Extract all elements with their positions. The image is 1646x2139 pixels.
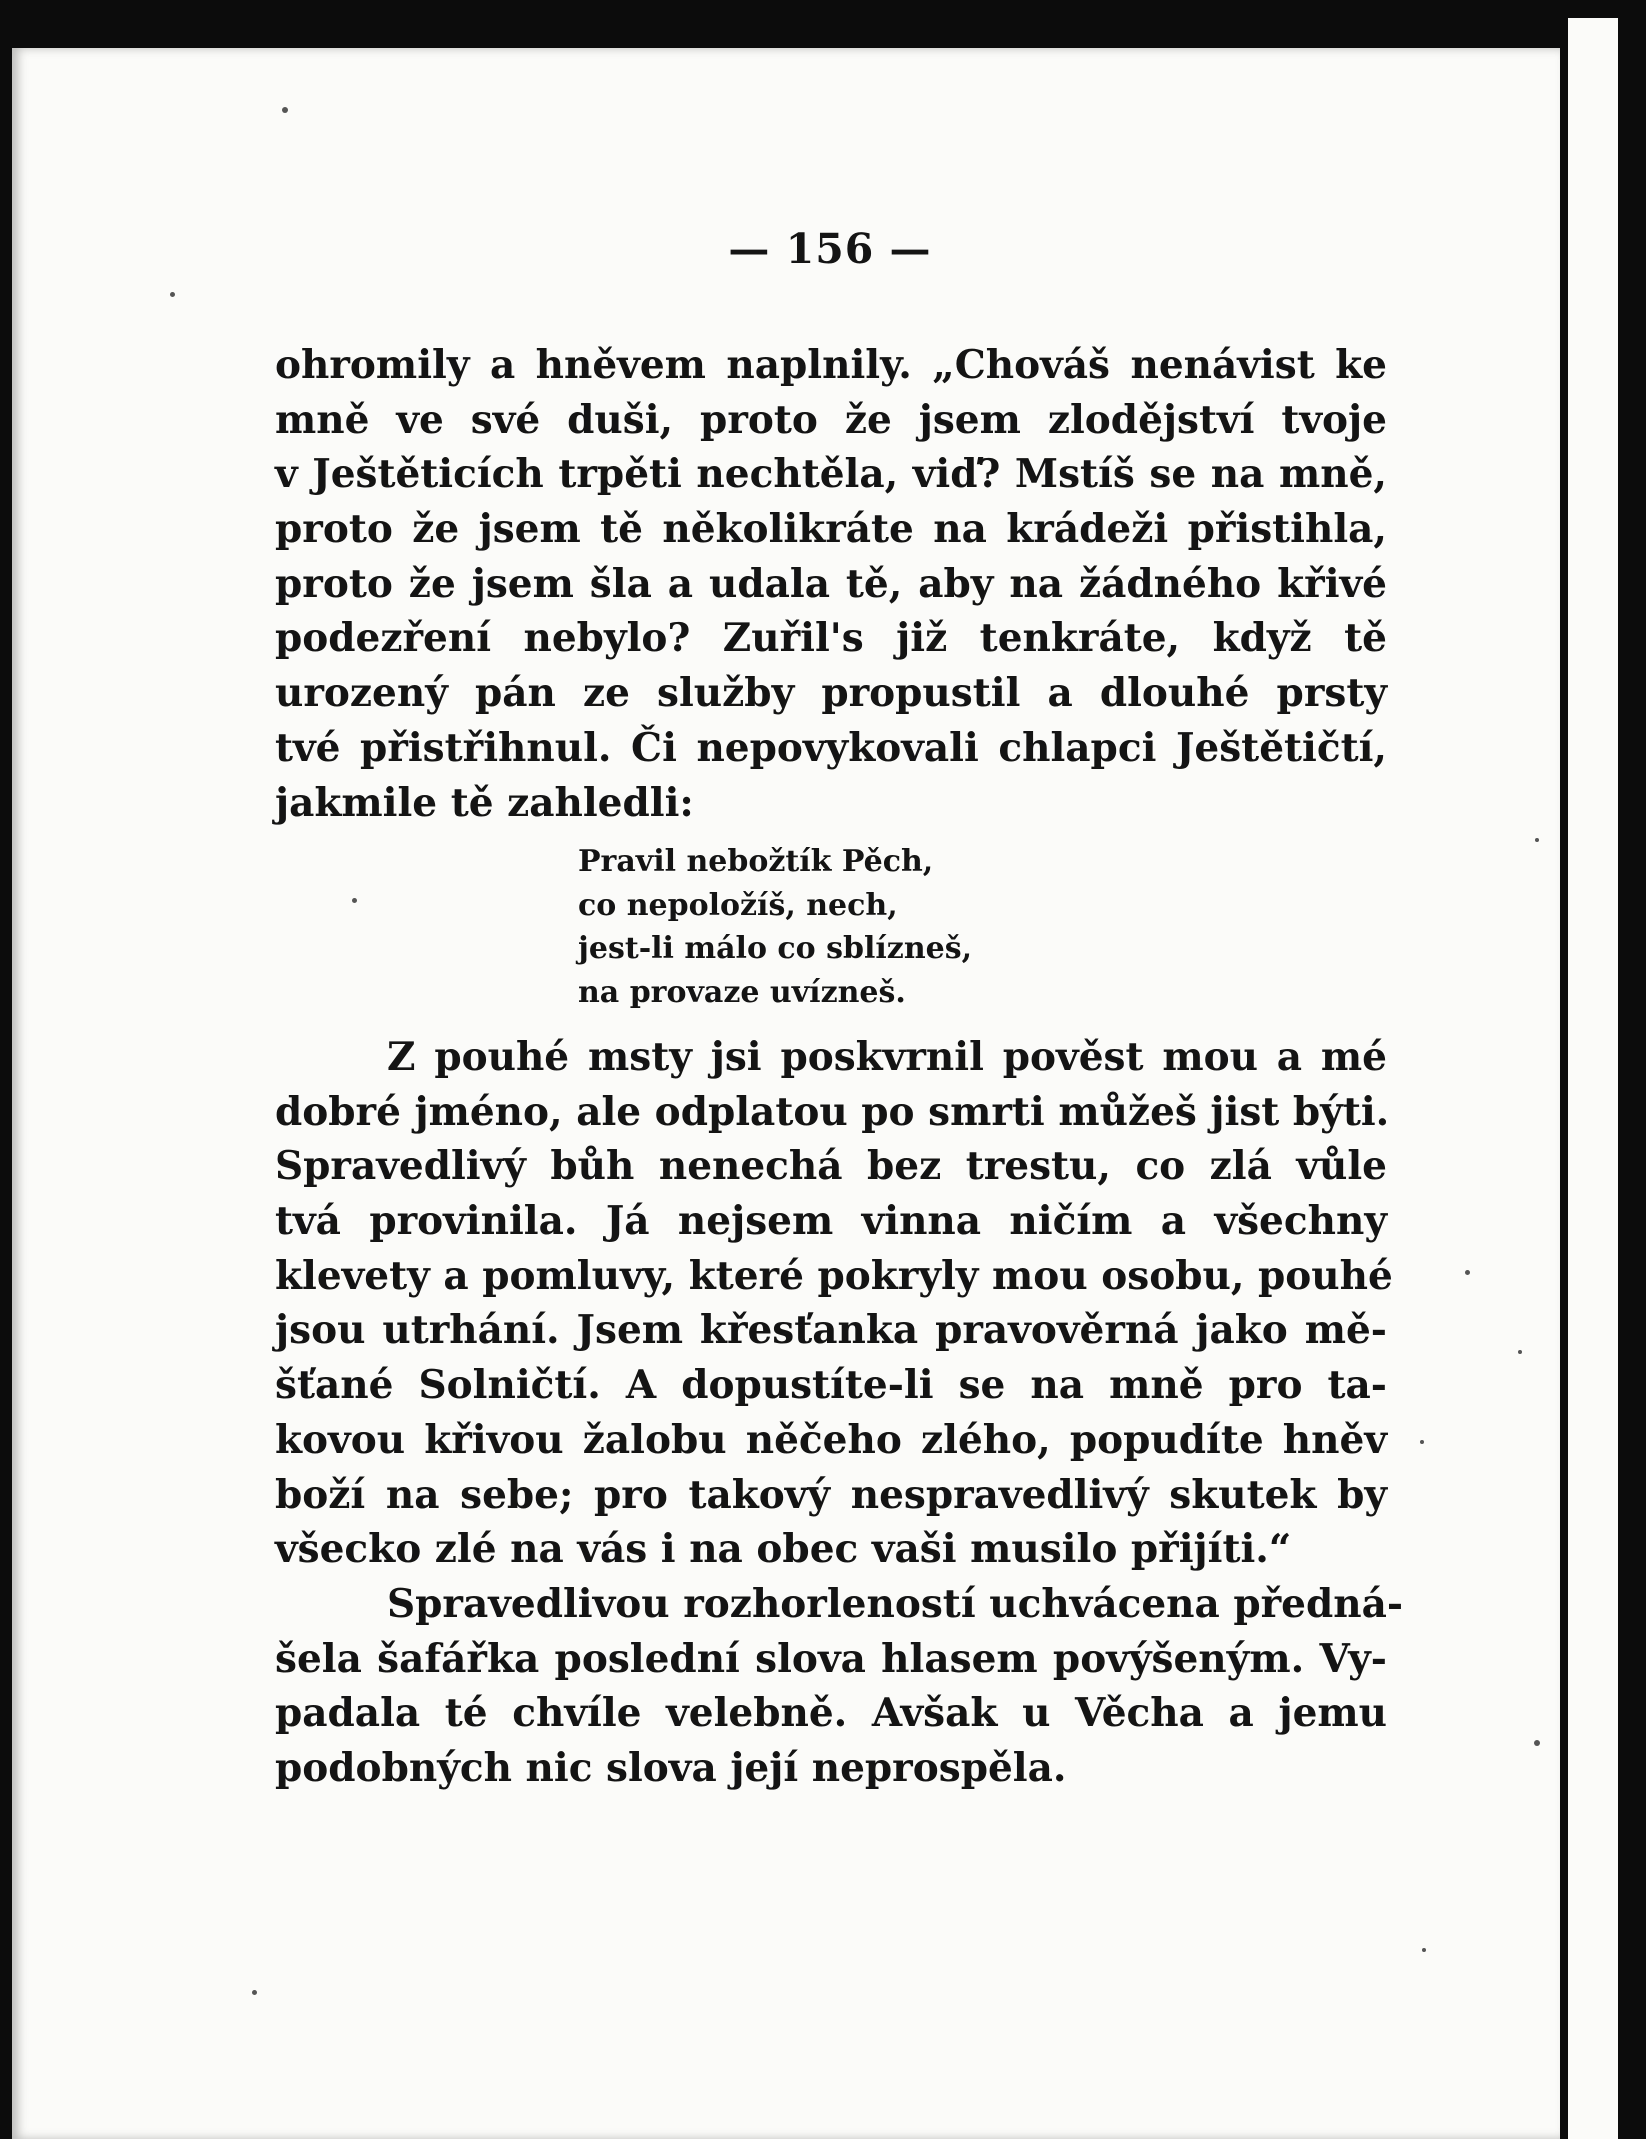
page-edge-shadow	[1560, 48, 1568, 2139]
paragraph-1	[275, 338, 1387, 830]
paragraph-3	[275, 1577, 1404, 1796]
text-line: proto že jsem šla a udala tě, aby na žádného křivé	[275, 560, 1387, 607]
text-line: tvé přistřihnul. Či nepovykovali chlapci Ještětičtí,	[275, 724, 1387, 771]
text-line: v Ještěticích trpěti nechtěla, viď? Mstíš se na mně,	[275, 451, 1387, 498]
paper-speck	[1535, 838, 1539, 842]
paper-speck	[1422, 1948, 1426, 1952]
paper-speck	[252, 1990, 257, 1995]
text-line: padala té chvíle velebně. Avšak u Věcha a jemu	[275, 1690, 1387, 1737]
verse-block	[578, 840, 1098, 1014]
next-page-edge	[1568, 18, 1618, 2139]
paper-speck	[1534, 1740, 1540, 1746]
paper-speck	[282, 107, 288, 113]
text-line: podobných nic slova její neprospěla.	[275, 1745, 1067, 1792]
paper-speck	[1420, 1440, 1424, 1444]
paper-speck	[1465, 1270, 1470, 1275]
text-line: podezření nebylo? Zuřil's již tenkráte, když tě	[275, 615, 1387, 662]
verse-line: co nepoložíš, nech,	[578, 887, 898, 923]
verse-line: na provaze uvízneš.	[578, 974, 906, 1010]
text-line: ohromily a hněvem naplnily. „Chováš nenávist ke	[275, 342, 1387, 388]
paper-speck	[352, 898, 357, 903]
text-line: všecko zlé na vás i na obec vaši musilo přijíti.“	[275, 1526, 1292, 1573]
verse-line: jest-li málo co sblízneš,	[578, 931, 973, 966]
text-line: mně ve své duši, proto že jsem zlodějství tvoje	[275, 396, 1387, 443]
text-line: Spravedlivý bůh nenechá bez trestu, co zlá vůle	[275, 1143, 1387, 1190]
text-line: šela šafářka poslední slova hlasem povýšeným. Vy-	[275, 1635, 1387, 1682]
text-line: dobré jméno, ale odplatou po smrti můžeš jist býti.	[275, 1088, 1390, 1135]
text-line: jsou utrhání. Jsem křesťanka pravověrná jako mě-	[275, 1307, 1387, 1354]
text-line: boží na sebe; pro takový nespravedlivý skutek by	[275, 1471, 1387, 1518]
text-line: Z pouhé msty jsi poskvrnil pověst mou a mé	[387, 1034, 1387, 1080]
text-line: proto že jsem tě několikráte na krádeži přistihla,	[275, 506, 1387, 553]
text-line: klevety a pomluvy, které pokryly mou osobu, pouhé	[275, 1252, 1393, 1299]
paper-speck	[170, 292, 175, 297]
text-line: urozený pán ze služby propustil a dlouhé prsty	[275, 670, 1387, 717]
page-number: — 156 —	[728, 225, 932, 273]
text-line: tvá provinila. Já nejsem vinna ničím a všechny	[275, 1198, 1387, 1245]
paper-speck	[1518, 1350, 1522, 1354]
text-line: kovou křivou žalobu něčeho zlého, popudíte hněv	[275, 1416, 1387, 1463]
text-line: Spravedlivou rozhorleností uchvácena předná-	[387, 1581, 1404, 1627]
paragraph-2	[275, 1030, 1393, 1577]
verse-line: Pravil nebožtík Pěch,	[578, 844, 934, 879]
text-line: šťané Solničtí. A dopustíte-li se na mně pro ta-	[275, 1362, 1387, 1409]
text-line: jakmile tě zahledli:	[275, 779, 694, 826]
